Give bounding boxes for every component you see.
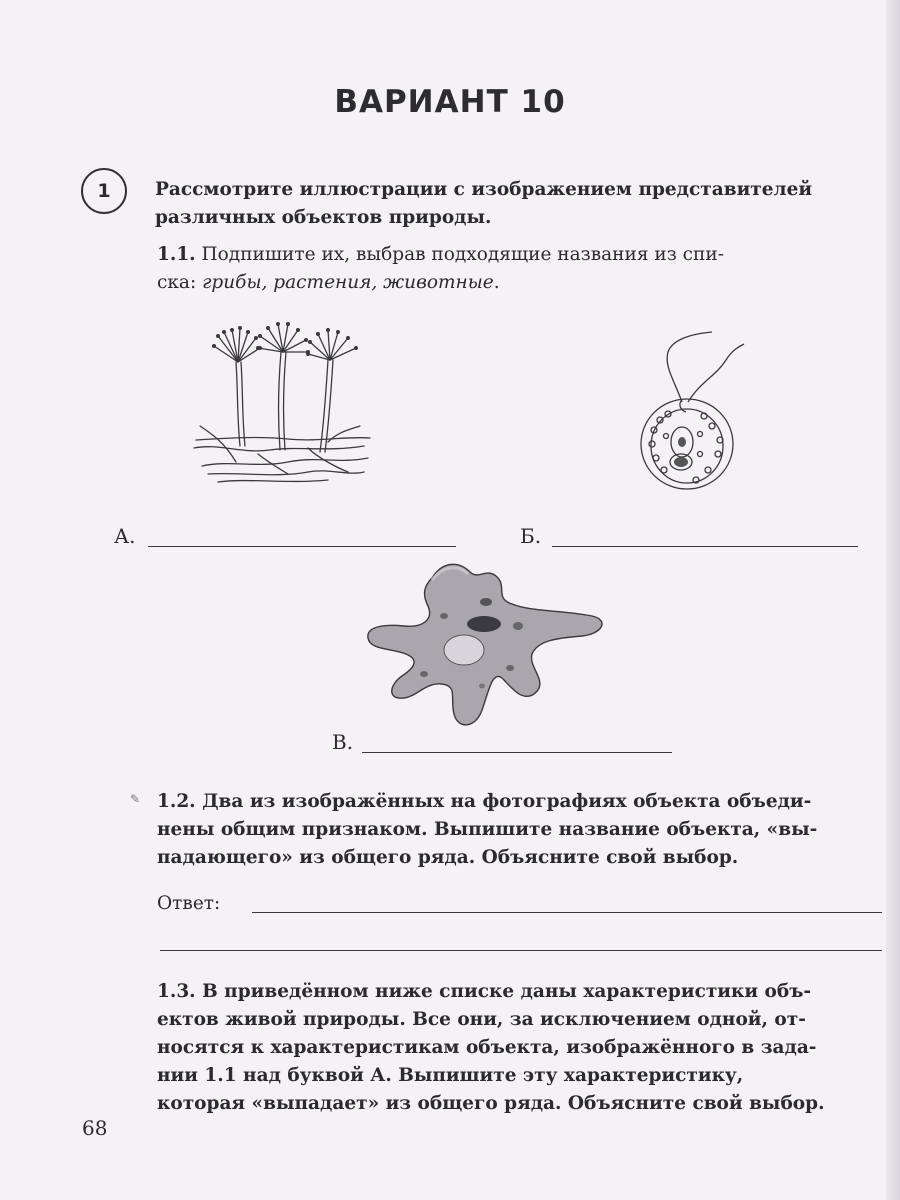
task1-intro-line2: различных объектов природы. [155,207,492,228]
q11-text-line1: Подпишите их, выбрав подходящие названия из спи- [201,244,724,265]
q13-text-line1: В приведённом ниже списке даны характеристики объ- [202,981,812,1002]
q11-options: грибы, растения, животные [202,272,494,293]
q12-text-line2: нены общим признаком. Выпишите название объекта, «вы- [157,819,818,840]
page-number: 68 [82,1116,108,1140]
answer-line-a[interactable] [148,546,456,547]
answer-line-1[interactable] [252,912,882,913]
q11-line1 [157,240,724,269]
margin-mark: ✎ [130,792,141,806]
q13-text-line4: нии 1.1 над буквой А. Выпишите эту характеристику, [157,1065,744,1086]
task1-intro-line1: Рассмотрите иллюстрации с изображением представителей [155,179,813,200]
page-edge-shadow [886,0,900,1200]
task-number-badge: 1 [81,168,127,214]
q12-text-line1: Два из изображённых на фотографиях объекта объеди- [202,791,812,812]
q12-number: 1.2. [157,791,196,812]
chlamydomonas-illustration [630,330,750,495]
q13-text-line2: ектов живой природы. Все они, за исключением одной, от- [157,1009,806,1030]
q12-line1 [157,787,811,816]
answer-line-2[interactable] [160,950,882,951]
mold-fungus-illustration [188,322,378,494]
answer-label: Ответ: [157,893,221,914]
figure-v-label: В. [332,730,354,754]
figure-b-label: Б. [520,524,542,548]
answer-line-b[interactable] [552,546,858,547]
q11-suffix: . [493,272,500,293]
q13-line1 [157,977,811,1006]
q11-line2 [157,268,500,297]
q11-prefix: ска: [157,272,203,293]
q13-number: 1.3. [157,981,196,1002]
figure-a-label: А. [114,524,136,548]
answer-line-v[interactable] [362,752,672,753]
q13-text-line5: которая «выпадает» из общего ряда. Объясните свой выбор. [157,1093,825,1114]
amoeba-illustration [362,558,612,738]
q11-number: 1.1. [157,244,196,265]
q13-text-line3: носятся к характеристикам объекта, изображённого в зада- [157,1037,817,1058]
variant-title: ВАРИАНТ 10 [334,84,566,120]
q12-text-line3: падающего» из общего ряда. Объясните свой выбор. [157,847,739,868]
